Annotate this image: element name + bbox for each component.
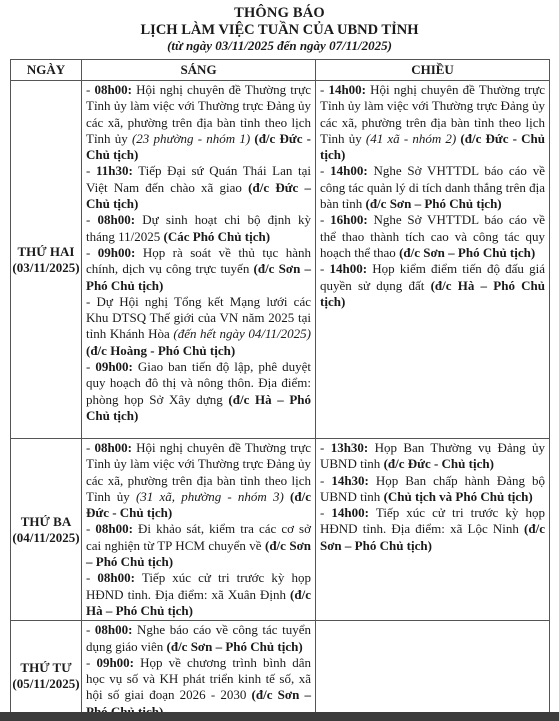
day-date: (03/11/2025)	[12, 259, 80, 275]
schedule-entry: - 08h00: Tiếp xúc cử tri trước kỳ họp HĐND tỉnh. Địa điểm: xã Xuân Định (đ/c Hà – Phó Chủ tịch)	[86, 570, 311, 618]
schedule-entry: - 14h00: Tiếp xúc cử tri trước kỳ họp HĐND tỉnh. Địa điểm: xã Lộc Ninh (đ/c Sơn – Phó Chủ tịch)	[320, 505, 545, 553]
schedule-entry: - Dự Hội nghị Tổng kết Mạng lưới các Khu DTSQ Thế giới của VN năm 2025 tại tỉnh Khánh Hòa (đến hết ngày 04/11/2025) (đ/c Hoàng - Phó Chủ tịch)	[86, 293, 312, 358]
schedule-entry: - 14h30: Họp Ban chấp hành Đảng bộ UBND tỉnh (Chủ tịch và Phó Chủ tịch)	[320, 472, 545, 504]
schedule-entry: - 08h00: Hội nghị chuyên đề Thường trực Tỉnh ủy làm việc với Thường trực Đảng ủy các xã, phường trên địa bàn tỉnh theo lịch Tỉnh ủy (31 xã, phường - nhóm 3) (đ/c Đức - Chủ tịch)	[86, 440, 311, 521]
document-header	[0, 5, 559, 54]
day-date: (04/11/2025)	[12, 529, 80, 545]
schedule-entry: - 08h00: Dự sinh hoạt chi bộ định kỳ tháng 11/2025 (Các Phó Chủ tịch)	[86, 212, 311, 244]
table-row	[11, 439, 550, 621]
schedule-entry: - 08h00: Đi khảo sát, kiểm tra các cơ sở cai nghiện từ TP HCM chuyển về (đ/c Sơn – Phó Chủ tịch)	[86, 521, 311, 570]
day-cell	[11, 81, 82, 439]
schedule-entry: - 14h00: Hội nghị chuyên đề Thường trực Tỉnh ủy làm việc với Thường trực Đảng ủy các xã, phường trên địa bàn tỉnh theo lịch Tỉnh ủy (41 xã - nhóm 2) (đ/c Đức - Chủ tịch)	[320, 82, 545, 163]
afternoon-cell	[316, 621, 550, 721]
day-date: (05/11/2025)	[12, 675, 80, 691]
day-cell	[11, 621, 82, 721]
table-header-row	[11, 60, 550, 81]
schedule-entry: - 09h00: Họp về chương trình bình dân học vụ số và KH phát triển kinh tế số, xã hội số giai đoạn 2026 - 2030 (đ/c Sơn –	[86, 654, 311, 703]
bottom-bar	[0, 712, 559, 721]
morning-cell	[82, 81, 316, 439]
day-name: THỨ BA	[20, 513, 72, 529]
schedule-entry: - 16h00: Nghe Sở VHTTDL báo cáo về thể thao thành tích cao và công tác quy hoạch thể thao (đ/c Sơn – Phó Chủ tịch)	[320, 212, 545, 260]
day-name: THỨ HAI	[17, 243, 75, 259]
schedule-entry: - 14h00: Họp kiểm điểm tiến độ đấu giá quyền sử dụng đất (đ/c Hà – Phó Chủ tịch)	[320, 261, 545, 309]
afternoon-cell	[316, 81, 550, 439]
column-header-day: NGÀY	[11, 60, 82, 81]
table-row	[11, 81, 550, 439]
schedule-entry: - 09h00: Họp rà soát về thủ tục hành chính, dịch vụ công trực tuyến (đ/c Sơn – Phó Chủ tịch)	[86, 244, 311, 293]
schedule-entry: - 08h00: Hội nghị chuyên đề Thường trực Tỉnh ủy làm việc với Thường trực Đảng ủy các xã, phường trên địa bàn tỉnh theo lịch Tỉnh ủy (23 phường - nhóm 1) (đ/c Đức - Chủ tịch)	[86, 82, 311, 163]
column-header-afternoon: CHIỀU	[316, 60, 550, 81]
notice-subtitle: LỊCH LÀM VIỆC TUẦN CỦA UBND TỈNH	[140, 22, 419, 38]
schedule-entry: - 14h00: Nghe Sở VHTTDL báo cáo về công tác quản lý di tích danh thắng trên địa bàn tỉnh (đ/c Sơn – Phó Chủ tịch)	[320, 163, 545, 212]
schedule-entry: - 08h00: Nghe báo cáo về công tác tuyển dụng giáo viên (đ/c Sơn – Phó Chủ tịch)	[86, 622, 311, 654]
notice-date-range: (từ ngày 03/11/2025 đến ngày 07/11/2025)	[167, 38, 392, 53]
schedule-entry: - 13h30: Họp Ban Thường vụ Đảng ủy UBND tỉnh (đ/c Đức - Chủ tịch)	[320, 440, 545, 472]
morning-cell	[82, 439, 316, 621]
day-name: THỨ TƯ	[20, 659, 72, 675]
schedule-table	[10, 59, 550, 721]
day-cell	[11, 439, 82, 621]
morning-cell	[82, 621, 316, 721]
table-row	[11, 621, 550, 721]
schedule-entry: - 09h00: Giao ban tiến độ lập, phê duyệt quy hoạch đô thị và nông thôn. Địa điểm: phòng họp Sở Xây dựng (đ/c Hà – Phó Chủ tịch)	[86, 359, 311, 423]
schedule-entry: - 11h30: Tiếp Đại sứ Quán Thái Lan tại Việt Nam đến chào xã giao (đ/c Đức – Chủ tịch)	[86, 163, 311, 212]
notice-title: THÔNG BÁO	[234, 5, 325, 21]
afternoon-cell	[316, 439, 550, 621]
column-header-morning: SÁNG	[82, 60, 316, 81]
